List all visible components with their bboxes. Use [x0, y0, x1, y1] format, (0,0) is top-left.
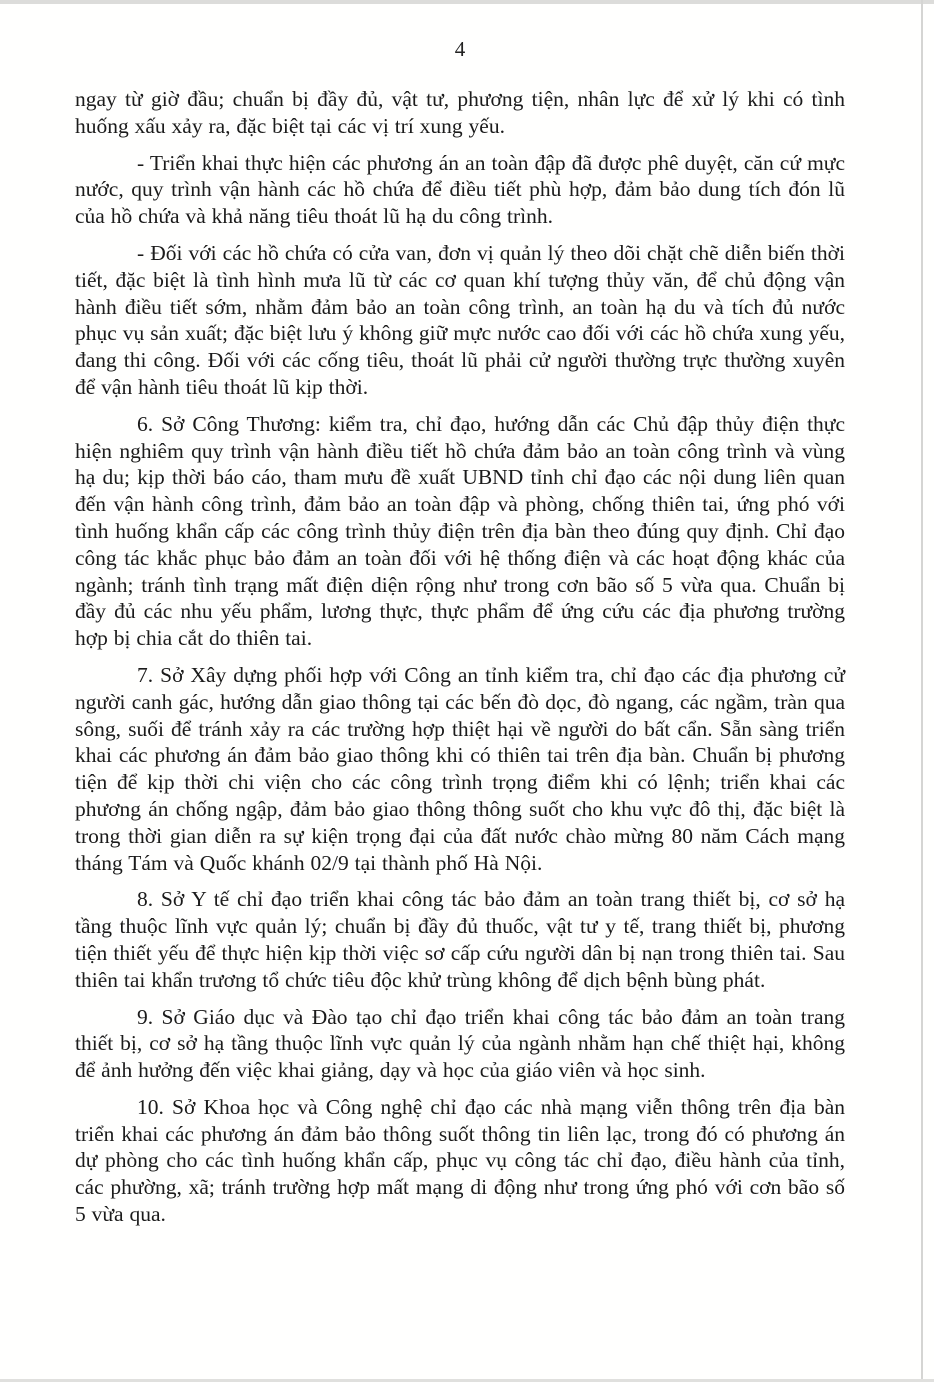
- paragraph: 7. Sở Xây dựng phối hợp với Công an tỉnh kiểm tra, chỉ đạo các địa phương cử người canh gác, hướng dẫn giao thông tại các bến đò dọc, đò ngang, các ngầm, tràn qua sông, suối để tránh xảy ra các trường hợp thiệt hại về người do bất cẩn. Sẵn sàng triển khai các phương án đảm bảo giao thông khi có thiên tai trên địa bàn. Chuẩn bị phương tiện để kịp thời chi viện cho các công trình trọng điểm khi có lệnh; triển khai các phương án chống ngập, đảm bảo giao thông thông suốt cho khu vực đô thị, đặc biệt là trong thời gian diễn ra sự kiện trọng đại của đất nước chào mừng 80 năm Cách mạng tháng Tám và Quốc khánh 02/9 tại thành phố Hà Nội.: [75, 662, 845, 875]
- paragraph: 8. Sở Y tế chỉ đạo triển khai công tác bảo đảm an toàn trang thiết bị, cơ sở hạ tầng thuộc lĩnh vực quản lý; chuẩn bị đầy đủ thuốc, vật tư y tế, trang thiết bị, phương tiện thiết yếu để thực hiện kịp thời việc sơ cấp cứu người dân bị nạn trong thiên tai. Sau thiên tai khẩn trương tổ chức tiêu độc khử trùng không để dịch bệnh bùng phát.: [75, 887, 845, 992]
- paragraph: 9. Sở Giáo dục và Đào tạo chỉ đạo triển khai công tác bảo đảm an toàn trang thiết bị, cơ sở hạ tầng thuộc lĩnh vực quản lý của ngành nhằm hạn chế thiệt hại, không để ảnh hưởng đến việc khai giảng, dạy và học của giáo viên và học sinh.: [75, 1004, 845, 1083]
- paragraph: - Đối với các hồ chứa có cửa van, đơn vị quản lý theo dõi chặt chẽ diễn biến thời tiết, đặc biệt là tình hình mưa lũ từ các cơ quan khí tượng thủy văn, để chủ động vận hành điều tiết sớm, nhằm đảm bảo an toàn công trình, an toàn hạ du và tích đủ nước phục vụ sản xuất; đặc biệt lưu ý không giữ mực nước cao đối với các hồ chứa xung yếu, đang thi công. Đối với các cống tiêu, thoát lũ phải cử người thường trực thường xuyên để vận hành tiêu thoát lũ kịp thời.: [75, 240, 845, 399]
- paragraph: - Triển khai thực hiện các phương án an toàn đập đã được phê duyệt, căn cứ mực nước, quy trình vận hành các hồ chứa để điều tiết phù hợp, đảm bảo dung tích đón lũ của hồ chứa và khả năng tiêu thoát lũ hạ du công trình.: [75, 150, 845, 229]
- paragraph: 6. Sở Công Thương: kiểm tra, chỉ đạo, hướng dẫn các Chủ đập thủy điện thực hiện nghiêm quy trình vận hành điều tiết hồ chứa đảm bảo an toàn công trình và vùng hạ du; kịp thời báo cáo, tham mưu đề xuất UBND tỉnh chỉ đạo các nội dung liên quan đến vận hành công trình, đảm bảo an toàn đập và phòng, chống thiên tai, ứng phó với tình huống khẩn cấp các công trình thủy điện trên địa bàn theo đúng quy định. Chỉ đạo công tác khắc phục bảo đảm an toàn đối với hệ thống điện và các hoạt động khác của ngành; tránh tình trạng mất điện diện rộng như trong cơn bão số 5 vừa qua. Chuẩn bị đầy đủ các nhu yếu phẩm, lương thực, thực phẩm để ứng cứu các địa phương trường hợp bị chia cắt do thiên tai.: [75, 411, 845, 651]
- document-body: [75, 86, 845, 1238]
- paragraph: ngay từ giờ đầu; chuẩn bị đầy đủ, vật tư, phương tiện, nhân lực để xử lý khi có tình huống xấu xảy ra, đặc biệt tại các vị trí xung yếu.: [75, 87, 845, 138]
- paragraph: 10. Sở Khoa học và Công nghệ chỉ đạo các nhà mạng viễn thông trên địa bàn triển khai các phương án đảm bảo thông suốt thông tin liên lạc, trong đó có phương án dự phòng cho các tình huống khẩn cấp, phục vụ công tác chỉ đạo, điều hành của tỉnh, các phường, xã; tránh trường hợp mất mạng di động như trong ứng phó với cơn bão số 5 vừa qua.: [75, 1094, 845, 1227]
- page-number: 4: [454, 37, 466, 61]
- scan-edge-top: [0, 0, 934, 4]
- scan-edge-right: [921, 0, 923, 1382]
